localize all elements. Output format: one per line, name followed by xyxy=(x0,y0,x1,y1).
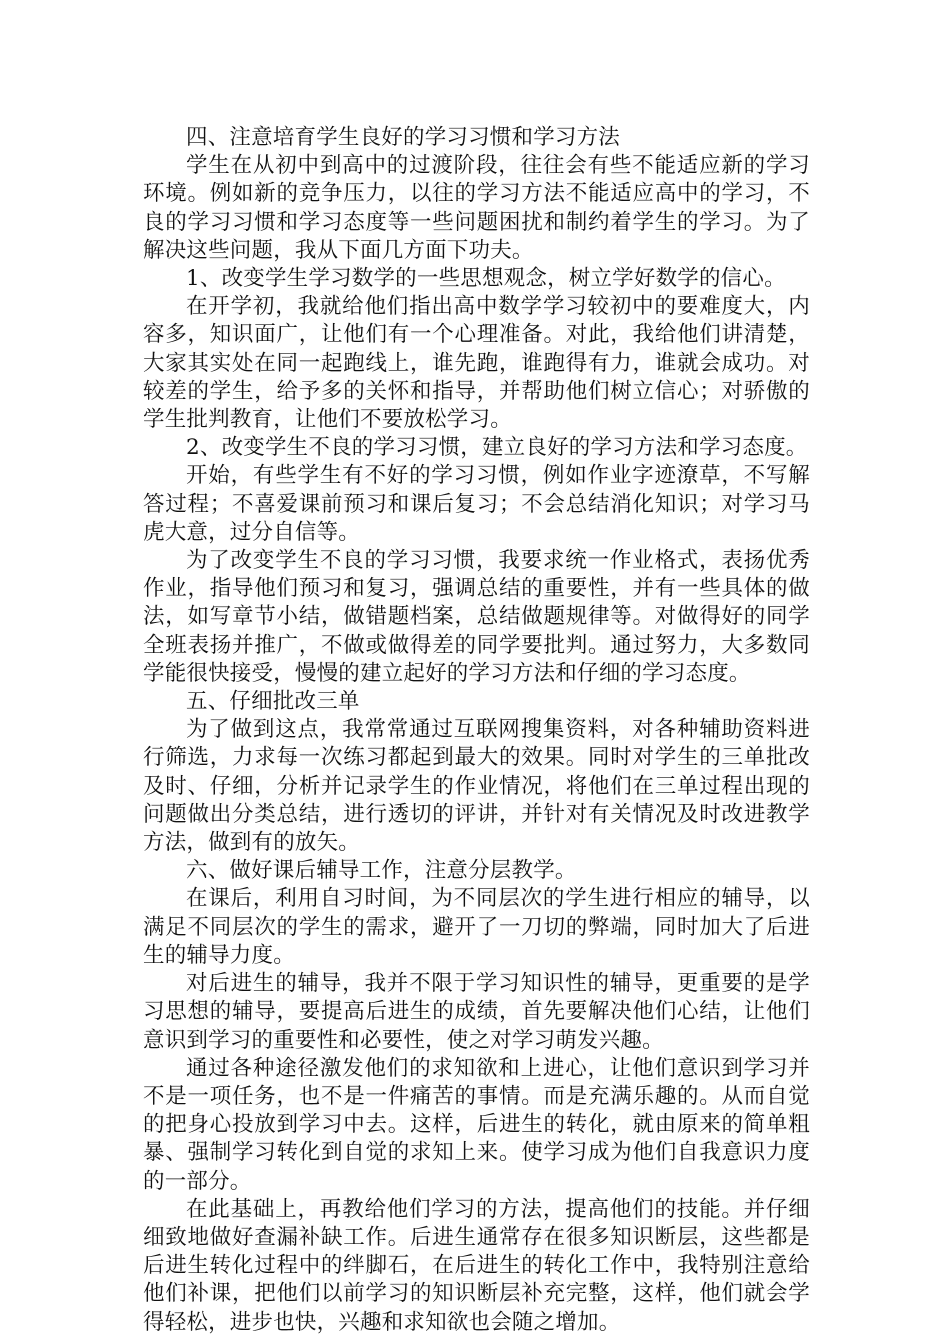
paragraph-grading: 为了做到这点，我常常通过互联网搜集资料，对各种辅助资料进行筛选，力求每一次练习都起到最大的效果。同时对学生的三单批改及时、仔细，分析并记录学生的作业情况，将他们在三单过程出现的问题做出分类总结，进行透切的评讲，并针对有关情况及时改进教学方法，做到有的放矢。 xyxy=(143,717,810,856)
section-heading-6: 六、做好课后辅导工作，注意分层教学。 xyxy=(186,858,577,884)
paragraph-after-class: 在课后，利用自习时间，为不同层次的学生进行相应的辅导，以满足不同层次的学生的需求，避开了一刀切的弊端，同时加大了后进生的辅导力度。 xyxy=(143,886,810,968)
subheading-1: 1、改变学生学习数学的一些思想观念，树立学好数学的信心。 xyxy=(186,266,786,292)
document-body xyxy=(143,124,810,1337)
section-heading-5: 五、仔细批改三单 xyxy=(186,689,360,715)
paragraph-habit-change: 为了改变学生不良的学习习惯，我要求统一作业格式，表扬优秀作业，指导他们预习和复习，强调总结的重要性，并有一些具体的做法，如写章节小结，做错题档案，总结做题规律等。对做得好的同学全班表扬并推广，不做或做得差的同学要批判。通过努力，大多数同学能很快接受，慢慢的建立起好的学习方法和仔细的学习态度。 xyxy=(143,548,810,686)
paragraph-motivation: 通过各种途径激发他们的求知欲和上进心，让他们意识到学习并不是一项任务，也不是一件痛苦的事情。而是充满乐趣的。从而自觉的把身心投放到学习中去。这样，后进生的转化，就由原来的简单粗暴、强制学习转化到自觉的求知上来。使学习成为他们自我意识力度的一部分。 xyxy=(143,1055,810,1194)
paragraph-intro: 学生在从初中到高中的过渡阶段，往往会有些不能适应新的学习环境。例如新的竞争压力，以往的学习方法不能适应高中的学习，不良的学习习惯和学习态度等一些问题困扰和制约着学生的学习。为了解决这些问题，我从下面几方面下功夫。 xyxy=(143,153,810,263)
paragraph-methods: 在此基础上，再教给他们学习的方法，提高他们的技能。并仔细细致地做好查漏补缺工作。后进生通常存在很多知识断层，这些都是后进生转化过程中的绊脚石，在后进生的转化工作中，我特别注意给他们补课，把他们以前学习的知识断层补充完整，这样，他们就会学得轻松，进步也快，兴趣和求知欲也会随之增加。 xyxy=(143,1196,810,1335)
paragraph-bad-habits: 开始，有些学生有不好的学习习惯，例如作业字迹潦草，不写解答过程；不喜爱课前预习和课后复习；不会总结消化知识；对学习马虎大意，过分自信等。 xyxy=(143,463,810,545)
section-heading-4: 四、注意培育学生良好的学习习惯和学习方法 xyxy=(186,125,621,150)
paragraph-confidence: 在开学初，我就给他们指出高中数学学习较初中的要难度大，内容多，知识面广，让他们有一个心理准备。对此，我给他们讲清楚，大家其实处在同一起跑线上，谁先跑，谁跑得有力，谁就会成功。对较差的学生，给予多的关怀和指导，并帮助他们树立信心；对骄傲的学生批判教育，让他们不要放松学习。 xyxy=(143,294,810,433)
paragraph-struggling-students: 对后进生的辅导，我并不限于学习知识性的辅导，更重要的是学习思想的辅导，要提高后进生的成绩，首先要解决他们心结，让他们意识到学习的重要性和必要性，使之对学习萌发兴趣。 xyxy=(143,971,810,1053)
subheading-2: 2、改变学生不良的学习习惯，建立良好的学习方法和学习态度。 xyxy=(186,435,808,461)
